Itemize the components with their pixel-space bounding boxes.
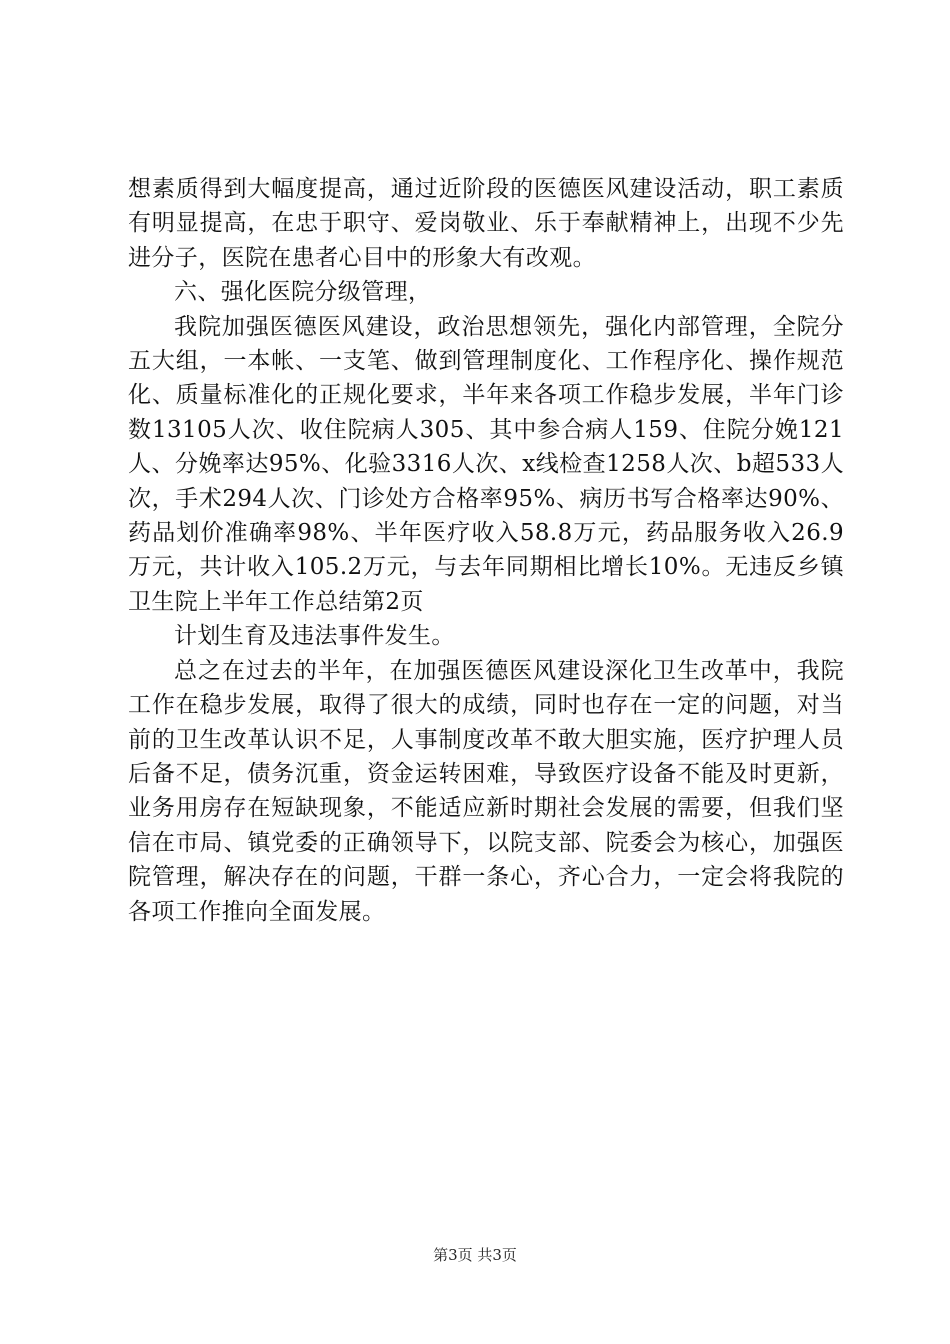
paragraph-management: 我院加强医德医风建设，政治思想领先，强化内部管理，全院分五大组，一本帐、一支笔、做到管理制度化、工作程序化、操作规范化、质量标准化的正规化要求，半年来各项工作稳步发展，半年门诊数13105人次、收住院病人305、其中参合病人159、住院分娩121人、分娩率达95%、化验3316人次、x线检查1258人次、b超533人次，手术294人次、门诊处方合格率95%、病历书写合格率达90%、药品划价准确率98%、半年医疗收入58.8万元，药品服务收入26.9万元，共计收入105.2万元，与去年同期相比增长10%。无违反乡镇卫生院上半年工作总结第2页: [128, 313, 844, 615]
paragraph-continuation: 想素质得到大幅度提高，通过近阶段的医德医风建设活动，职工素质有明显提高，在忠于职守、爱岗敬业、乐于奉献精神上，出现不少先进分子，医院在患者心目中的形象大有改观。: [128, 176, 844, 271]
page-footer: 第3页 共3页: [433, 1246, 517, 1264]
paragraph-conclusion: 总之在过去的半年，在加强医德医风建设深化卫生改革中，我院工作在稳步发展，取得了很大的成绩，同时也存在一定的问题，对当前的卫生改革认识不足，人事制度改革不敢大胆实施，医疗护理人员后备不足，债务沉重，资金运转困难，导致医疗设备不能及时更新，业务用房存在短缺现象，不能适应新时期社会发展的需要，但我们坚信在市局、镇党委的正确领导下，以院支部、院委会为核心，加强医院管理，解决存在的问题，干群一条心，齐心合力，一定会将我院的各项工作推向全面发展。: [128, 657, 844, 925]
document-body: [128, 172, 844, 929]
section-heading-six: 六、强化医院分级管理，: [174, 279, 432, 306]
paragraph-family-planning: 计划生育及违法事件发生。: [174, 623, 455, 650]
